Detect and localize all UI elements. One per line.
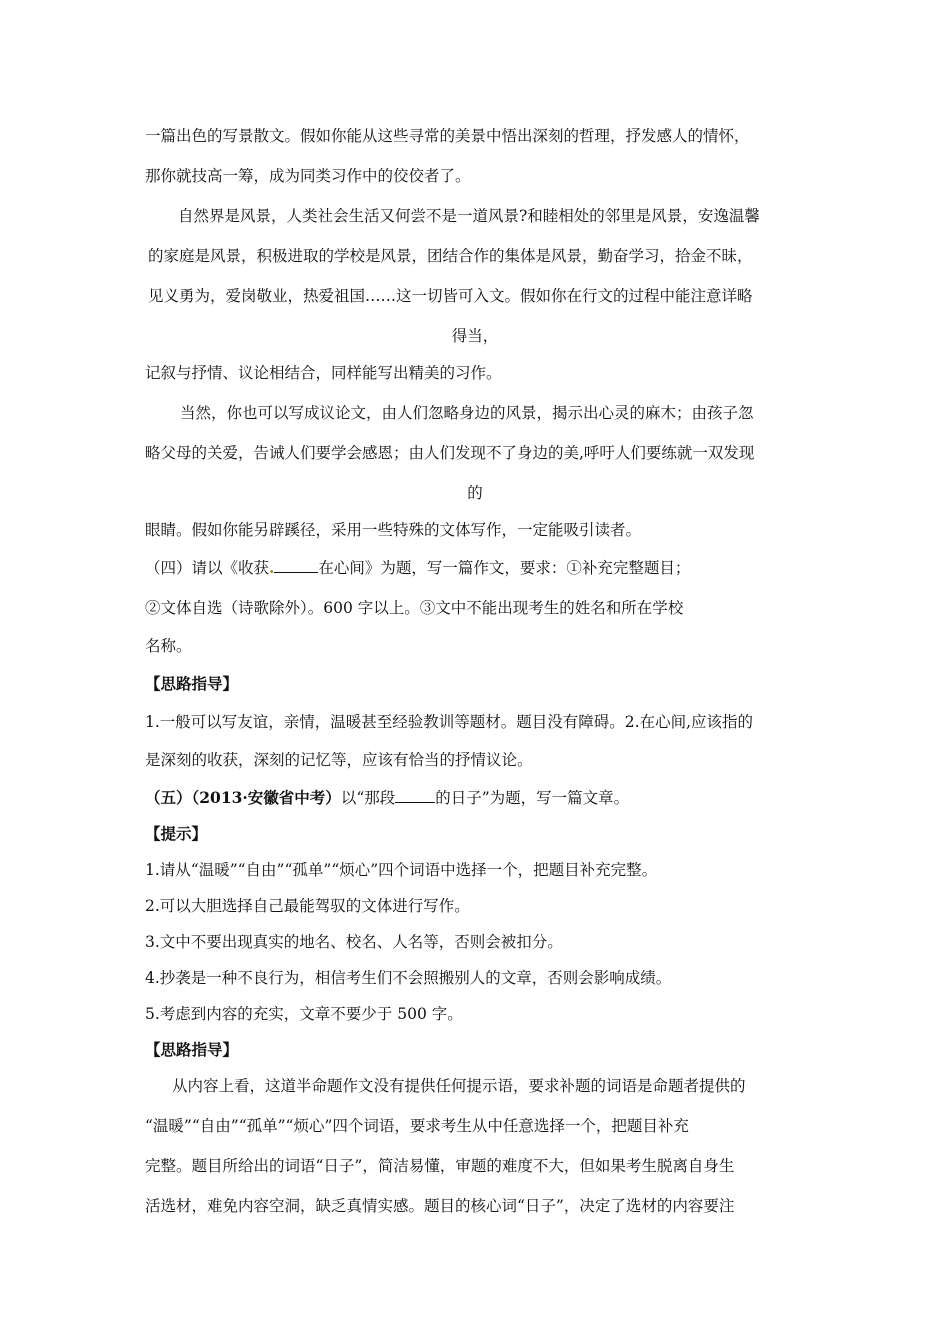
- tip-item: 4.抄袭是一种不良行为，相信考生们不会照搬别人的文章，否则会影响成绩。: [145, 969, 672, 987]
- question-5-prompt: [145, 788, 629, 808]
- section-heading: 【提示】: [145, 824, 208, 843]
- prompt-text: 在心间》为题，写一篇作文，要求：①补充完整题目；: [318, 559, 691, 577]
- paragraph-line: 的: [467, 484, 483, 502]
- paragraph-line: 名称。: [145, 637, 192, 655]
- prompt-text: 的日子”为题，写一篇文章。: [435, 789, 630, 807]
- paragraph-line: “温暖”“自由”“孤单”“烦心”四个词语，要求考生从中任意选择一个，把题目补充: [145, 1117, 689, 1135]
- section-heading: 【思路指导】: [145, 674, 239, 693]
- paragraph-line: 眼睛。假如你能另辟蹊径，采用一些特殊的文体写作，一定能吸引读者。: [145, 521, 642, 539]
- mark-dot: .: [269, 558, 275, 577]
- paragraph-line: 当然，你也可以写成议论文，由人们忽略身边的风景，揭示出心灵的麻木；由孩子忽: [180, 404, 754, 422]
- fill-blank: [274, 558, 318, 573]
- paragraph-line: 自然界是风景，人类社会生活又何尝不是一道风景?和睦相处的邻里是风景，安逸温馨: [178, 207, 760, 225]
- paragraph-line: ②文体自选（诗歌除外）。600 字以上。③文中不能出现考生的姓名和所在学校: [145, 599, 684, 617]
- paragraph-line: 1.一般可以写友谊，亲情，温暖甚至经验教训等题材。题目没有障碍。2.在心间,应该指的: [145, 713, 754, 731]
- paragraph-line: 是深刻的收获，深刻的记忆等，应该有恰当的抒情议论。: [145, 751, 533, 769]
- paragraph-line: 活选材，难免内容空洞，缺乏真情实感。题目的核心词“日子”，决定了选材的内容要注: [145, 1197, 735, 1215]
- tip-item: 5.考虑到内容的充实，文章不要少于 500 字。: [145, 1005, 463, 1023]
- paragraph-line: 见义勇为，爱岗敬业，热爱祖国……这一切皆可入文。假如你在行文的过程中能注意详略: [148, 287, 753, 305]
- paragraph-line: 得当，: [451, 327, 499, 345]
- prompt-text: 以“那段: [340, 789, 396, 807]
- paragraph-line: 记叙与抒情、议论相结合，同样能写出精美的习作。: [145, 364, 502, 382]
- question-source: （2013·安徽省中考）: [191, 788, 341, 807]
- question-4-prompt: [145, 558, 690, 578]
- tip-item: 2.可以大胆选择自己最能驾驭的文体进行写作。: [145, 897, 470, 915]
- prompt-text: （四）请以《收获: [145, 559, 270, 577]
- section-heading: 【思路指导】: [145, 1040, 239, 1059]
- paragraph-line: 完整。题目所给出的词语“日子”，简洁易懂，审题的难度不大，但如果考生脱离自身生: [145, 1157, 735, 1175]
- paragraph-line: 那你就技高一筹，成为同类习作中的佼佼者了。: [145, 167, 471, 185]
- question-number: （五）: [145, 788, 192, 807]
- paragraph-line: 略父母的关爱，告诫人们要学会感恩；由人们发现不了身边的美,呼吁人们要练就一双发现: [145, 444, 755, 462]
- paragraph-line: 一篇出色的写景散文。假如你能从这些寻常的美景中悟出深刻的哲理，抒发感人的情怀，: [145, 127, 750, 145]
- fill-blank: [395, 788, 435, 803]
- tip-item: 1.请从“温暖”“自由”“孤单”“烦心”四个词语中选择一个，把题目补充完整。: [145, 861, 658, 879]
- tip-item: 3.文中不要出现真实的地名、校名、人名等，否则会被扣分。: [145, 933, 563, 951]
- paragraph-line: 从内容上看，这道半命题作文没有提供任何提示语，要求补题的词语是命题者提供的: [172, 1077, 746, 1095]
- paragraph-line: 的家庭是风景，积极进取的学校是风景，团结合作的集体是风景，勤奋学习，拾金不昧，: [148, 247, 753, 265]
